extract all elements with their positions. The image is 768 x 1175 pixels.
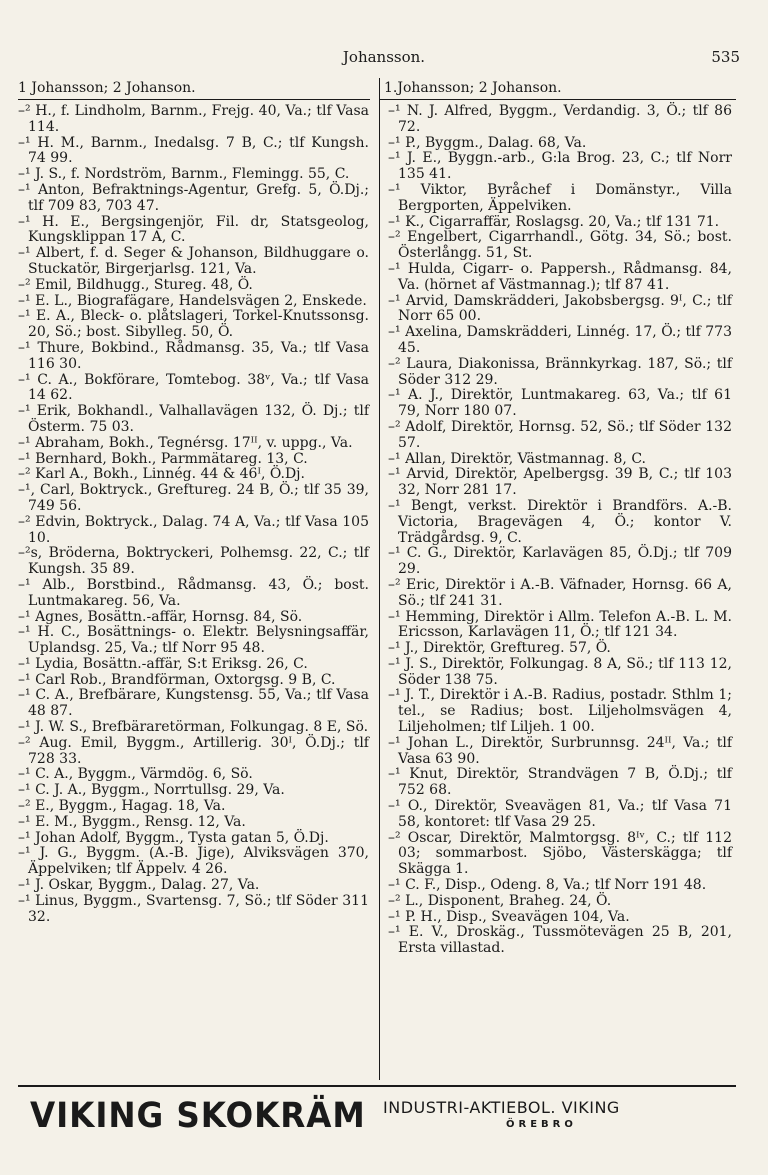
- directory-entry: –¹ E. M., Byggm., Rensg. 12, Va.: [18, 813, 246, 830]
- directory-entry: –¹ P., Byggm., Dalag. 68, Va.: [388, 134, 587, 151]
- directory-entry: –¹, Carl, Boktryck., Greftureg. 24 B, Ö.; tlf 35 39, 749 56.: [18, 482, 369, 514]
- directory-entry: –¹ Axelina, Damskrädderi, Linnég. 17, Ö.; tlf 773 45.: [388, 324, 732, 356]
- directory-entry: –¹ Johan Adolf, Byggm., Tysta gatan 5, Ö.Dj.: [18, 829, 329, 846]
- directory-entry: –²s, Bröderna, Boktryckeri, Polhemsg. 22, C.; tlf Kungsh. 35 89.: [18, 545, 369, 578]
- directory-entry: –¹ N. J. Alfred, Byggm., Verdandig. 3, Ö.; tlf 86 72.: [388, 103, 732, 135]
- directory-entry: –¹ E. A., Bleck- o. plåtslageri, Torkel-Knutssonsg. 20, Sö.; bost. Sibylleg. 50, Ö.: [18, 308, 369, 341]
- directory-entry: –¹ P. H., Disp., Sveavägen 104, Va.: [388, 908, 630, 925]
- directory-entry: –¹ A. J., Direktör, Luntmakareg. 63, Va.; tlf 61 79, Norr 180 07.: [388, 387, 732, 420]
- directory-entry: –¹ Hemming, Direktör i Allm. Telefon A.-B. L. M. Ericsson, Karlavägen 11, Ö.; tlf 121 34.: [388, 608, 732, 641]
- directory-entry: –¹ C. F., Disp., Odeng. 8, Va.; tlf Norr 191 48.: [388, 877, 707, 894]
- top-rule-right: [380, 99, 736, 100]
- directory-entry: –¹ C. J. A., Byggm., Norrtullsg. 29, Va.: [18, 782, 285, 799]
- directory-entry: –² H., f. Lindholm, Barnm., Frejg. 40, Va.; tlf Vasa 114.: [18, 103, 369, 135]
- directory-entry: –¹ Arvid, Damskrädderi, Jakobsbergsg. 9ᴵ, C.; tlf Norr 65 00.: [388, 292, 732, 325]
- directory-entry: –¹ J. E., Byggn.-arb., G:la Brog. 23, C.; tlf Norr 135 41.: [388, 150, 732, 183]
- directory-entry: –² L., Disponent, Braheg. 24, Ö.: [388, 892, 612, 909]
- directory-entry: –¹ E. V., Droskäg., Tussmötevägen 25 B, 201, Ersta villastad.: [388, 924, 732, 957]
- directory-entry: –¹ J. Oskar, Byggm., Dalag. 27, Va.: [18, 877, 260, 894]
- directory-entry: –¹ Allan, Direktör, Västmannag. 8, C.: [388, 450, 646, 467]
- directory-entry: –¹ Bernhard, Bokh., Parmmätareg. 13, C.: [18, 450, 308, 467]
- left-column-head: 1 Johansson; 2 Johanson.: [18, 80, 196, 96]
- ad-rule: [18, 1085, 736, 1087]
- directory-entry: –¹ C. G., Direktör, Karlavägen 85, Ö.Dj.; tlf 709 29.: [388, 545, 732, 578]
- directory-entry: –² Karl A., Bokh., Linnég. 44 & 46ᴵ, Ö.Dj.: [18, 466, 305, 483]
- directory-entry: –² Laura, Diakonissa, Brännkyrkag. 187, Sö.; tlf Söder 312 29.: [388, 355, 732, 388]
- directory-entry: –² Adolf, Direktör, Hornsg. 52, Sö.; tlf Söder 132 57.: [388, 418, 732, 451]
- directory-entry: –¹ Linus, Byggm., Svartensg. 7, Sö.; tlf Söder 311 32.: [18, 892, 369, 925]
- directory-entry: –² E., Byggm., Hagag. 18, Va.: [18, 798, 226, 815]
- directory-entry: –² Aug. Emil, Byggm., Artillerig. 30ᴵ, Ö.Dj.; tlf 728 33.: [18, 734, 369, 767]
- directory-entry: –¹ J. S., f. Nordström, Barnm., Flemingg. 55, C.: [18, 166, 350, 183]
- directory-entry: –¹ Knut, Direktör, Strandvägen 7 B, Ö.Dj.; tlf 752 68.: [388, 766, 732, 799]
- directory-entry: –¹ H. E., Bergsingenjör, Fil. dr, Statsgeolog, Kungsklippan 17 A, C.: [18, 213, 369, 246]
- directory-entry: –¹ K., Cigarraffär, Roslagsg. 20, Va.; tlf 131 71.: [388, 213, 720, 230]
- directory-entry: –¹ H. M., Barnm., Inedalsg. 7 B, C.; tlf Kungsh. 74 99.: [18, 134, 369, 167]
- running-title: Johansson.: [342, 48, 426, 66]
- directory-entry: –¹ J. W. S., Brefbäraretörman, Folkungag. 8 E, Sö.: [18, 719, 369, 736]
- directory-entry: –² Oscar, Direktör, Malmtorgsg. 8ᴵᵛ, C.; tlf 112 03; sommarbost. Sjöbo, Västerskägga; tlf Skägga 1.: [388, 829, 732, 878]
- directory-entry: –¹ Viktor, Byråchef i Domänstyr., Villa Bergporten, Äppelviken.: [388, 181, 732, 214]
- directory-entry: –¹ C. A., Brefbärare, Kungstensg. 55, Va.; tlf Vasa 48 87.: [18, 687, 369, 720]
- ad-brand: VIKING SKOKRÄM: [30, 1096, 366, 1136]
- column-divider: [379, 78, 380, 1080]
- directory-entry: –¹ Abraham, Bokh., Tegnérsg. 17ᴵᴵ, v. uppg., Va.: [18, 434, 353, 451]
- right-column-head: 1.Johansson; 2 Johanson.: [384, 80, 562, 96]
- ad-city: ÖREBRO: [506, 1119, 577, 1130]
- top-rule-left: [18, 99, 370, 100]
- ad-company: INDUSTRI-AKTIEBOL. VIKING: [383, 1098, 620, 1117]
- directory-entry: –¹ E. L., Biografägare, Handelsvägen 2, Enskede.: [18, 292, 367, 309]
- advertisement: [0, 1090, 768, 1140]
- directory-entry: –² Emil, Bildhugg., Stureg. 48, Ö.: [18, 276, 253, 293]
- directory-entry: –¹ Erik, Bokhandl., Valhallavägen 132, Ö. Dj.; tlf Österm. 75 03.: [18, 403, 369, 435]
- left-column: [18, 104, 369, 925]
- directory-entry: –¹ Hulda, Cigarr- o. Pappersh., Rådmansg. 84, Va. (hörnet af Västmannag.); tlf 87 41.: [388, 260, 732, 293]
- directory-entry: –¹ Carl Rob., Brandförman, Oxtorgsg. 9 B, C.: [18, 671, 336, 688]
- directory-entry: –¹ Agnes, Bosättn.-affär, Hornsg. 84, Sö.: [18, 608, 303, 625]
- right-column: [388, 104, 732, 957]
- directory-entry: –¹ Arvid, Direktör, Apelbergsg. 39 B, C.; tlf 103 32, Norr 281 17.: [388, 466, 732, 499]
- directory-entry: –¹ Bengt, verkst. Direktör i Brandförs. A.-B. Victoria, Bragevägen 4, Ö.; kontor V. Trädgårdsg. 9, C.: [388, 497, 732, 546]
- directory-entry: –² Engelbert, Cigarrhandl., Götg. 34, Sö.; bost. Österlångg. 51, St.: [388, 229, 732, 262]
- directory-entry: –¹ Thure, Bokbind., Rådmansg. 35, Va.; tlf Vasa 116 30.: [18, 339, 369, 372]
- directory-entry: –¹ Albert, f. d. Seger & Johanson, Bildhuggare o. Stuckatör, Birgerjarlsg. 121, Va.: [18, 245, 369, 277]
- directory-entry: –¹ J. T., Direktör i A.-B. Radius, postadr. Sthlm 1; tel., se Radius; bost. Liljeholmsvägen 4, Liljeholmen; tlf Liljeh. 1 00.: [388, 687, 732, 736]
- directory-entry: –¹ Anton, Befraktnings-Agentur, Grefg. 5, Ö.Dj.; tlf 709 83, 703 47.: [18, 181, 369, 214]
- directory-entry: –¹ Johan L., Direktör, Surbrunnsg. 24ᴵᴵ, Va.; tlf Vasa 63 90.: [388, 734, 732, 767]
- directory-entry: –¹ J. G., Byggm. (A.-B. Jige), Alviksvägen 370, Äppelviken; tlf Äppelv. 4 26.: [18, 845, 369, 878]
- directory-entry: –¹ Alb., Borstbind., Rådmansg. 43, Ö.; bost. Luntmakareg. 56, Va.: [18, 576, 369, 609]
- directory-entry: –¹ C. A., Bokförare, Tomtebog. 38ᵛ, Va.; tlf Vasa 14 62.: [18, 371, 369, 404]
- page-number: 535: [711, 48, 740, 66]
- directory-entry: –² Eric, Direktör i A.-B. Väfnader, Hornsg. 66 A, Sö.; tlf 241 31.: [388, 576, 732, 609]
- directory-entry: –¹ O., Direktör, Sveavägen 81, Va.; tlf Vasa 71 58, kontoret: tlf Vasa 29 25.: [388, 798, 732, 830]
- directory-entry: –² Edvin, Boktryck., Dalag. 74 A, Va.; tlf Vasa 105 10.: [18, 513, 369, 546]
- directory-entry: –¹ Lydia, Bosättn.-affär, S:t Eriksg. 26, C.: [18, 655, 308, 672]
- page-header: [0, 48, 768, 70]
- directory-entry: –¹ C. A., Byggm., Värmdög. 6, Sö.: [18, 766, 253, 783]
- directory-entry: –¹ J. S., Direktör, Folkungag. 8 A, Sö.; tlf 113 12, Söder 138 75.: [388, 655, 732, 688]
- directory-entry: –¹ J., Direktör, Greftureg. 57, Ö.: [388, 640, 611, 657]
- directory-entry: –¹ H. C., Bosättnings- o. Elektr. Belysningsaffär, Uplandsg. 25, Va.; tlf Norr 95 48.: [18, 624, 369, 657]
